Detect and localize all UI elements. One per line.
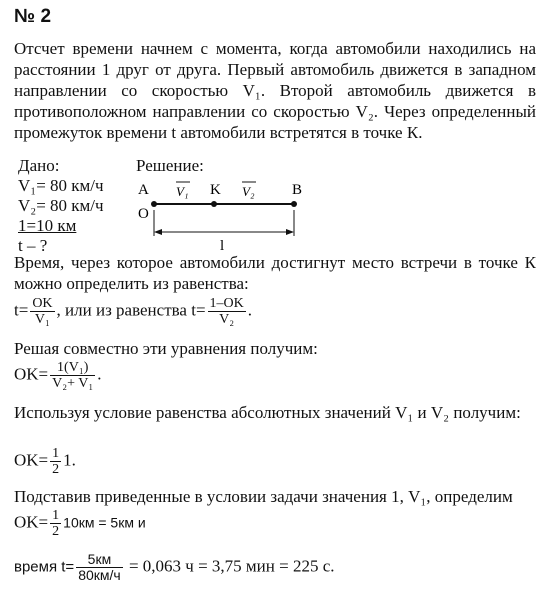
eq5-lhs: время t=	[14, 558, 75, 576]
distance-arrow-right	[286, 229, 294, 235]
eq1-den1: V₁	[34, 312, 50, 327]
point-b-dot	[291, 201, 297, 207]
eq2-num: 1(V₁)	[50, 360, 95, 376]
eq4-rest: 10км = 5км и	[63, 514, 146, 531]
label-a: A	[138, 182, 149, 198]
eq2-lhs: OK=	[14, 364, 49, 384]
eq3-lhs: OK=	[14, 450, 49, 470]
label-v2: V₂	[242, 184, 255, 199]
eq4-den: 2	[52, 524, 60, 539]
equation-time	[14, 296, 252, 327]
equation-ok-value	[14, 508, 146, 539]
label-b: B	[292, 182, 303, 198]
eq1-lhs: t=	[14, 300, 29, 320]
eq2-den: V₂+ V₁	[52, 376, 94, 391]
eq5-den: 80км/ч	[78, 567, 121, 583]
eq1-den2: V₂	[219, 312, 235, 327]
eq4-lhs: OK=	[14, 512, 49, 532]
eq5-num: 5км	[76, 552, 123, 568]
intro-paragraph: Отсчет времени начнем с момента, когда автомобили находились на расстоянии 1 друг от друга. Первый автомобиль движется в западном направлении со скоростью V₁. Второй автомобиль движется в противоположном направлении со скоростью V₂. Через определенный промежуток времени t автомобили встретятся в точке К.	[14, 39, 536, 142]
equation-ok-half	[14, 446, 76, 477]
label-l: l	[220, 238, 225, 254]
eq1-num2: 1–OK	[209, 296, 244, 311]
given-v1: V₁= 80 км/ч	[18, 176, 104, 195]
given-v2: V₂= 80 км/ч	[18, 196, 104, 215]
paragraph-meeting-time: Время, через которое автомобили достигнут место встречи в точке К можно определить из равенства:	[14, 253, 536, 293]
label-o: O	[138, 206, 149, 222]
solution-heading: Решение:	[136, 156, 204, 175]
label-v1: V₁	[176, 184, 189, 199]
paragraph-substitution: Подставив приведенные в условии задачи значения 1, V₁, определим	[14, 487, 513, 506]
eq3-den: 2	[52, 462, 60, 477]
distance-arrow-left	[154, 229, 162, 235]
eq1-mid: , или из равенства t=	[56, 300, 206, 320]
eq4-num: 1	[52, 508, 60, 523]
point-a-dot	[151, 201, 157, 207]
eq2-end: .	[97, 364, 102, 384]
label-k: K	[210, 182, 221, 198]
paragraph-equal-speeds: Используя условие равенства абсолютных значений V₁ и V₂ получим:	[14, 403, 521, 422]
given-distance: 1=10 км	[18, 216, 77, 235]
motion-diagram	[130, 174, 320, 254]
eq5-rest: = 0,063 ч = 3,75 мин = 225 с.	[124, 556, 335, 576]
equation-time-result	[14, 552, 335, 583]
given-heading: Дано:	[18, 156, 60, 175]
eq3-end: 1.	[63, 450, 76, 470]
equation-ok-general	[14, 360, 102, 391]
eq1-num1: OK	[32, 296, 53, 311]
eq1-end: .	[247, 300, 253, 320]
given-unknown: t – ?	[18, 236, 48, 255]
point-k-dot	[211, 201, 217, 207]
paragraph-solving: Решая совместно эти уравнения получим:	[14, 339, 318, 358]
eq3-num: 1	[52, 446, 60, 461]
problem-number: № 2	[14, 6, 52, 27]
